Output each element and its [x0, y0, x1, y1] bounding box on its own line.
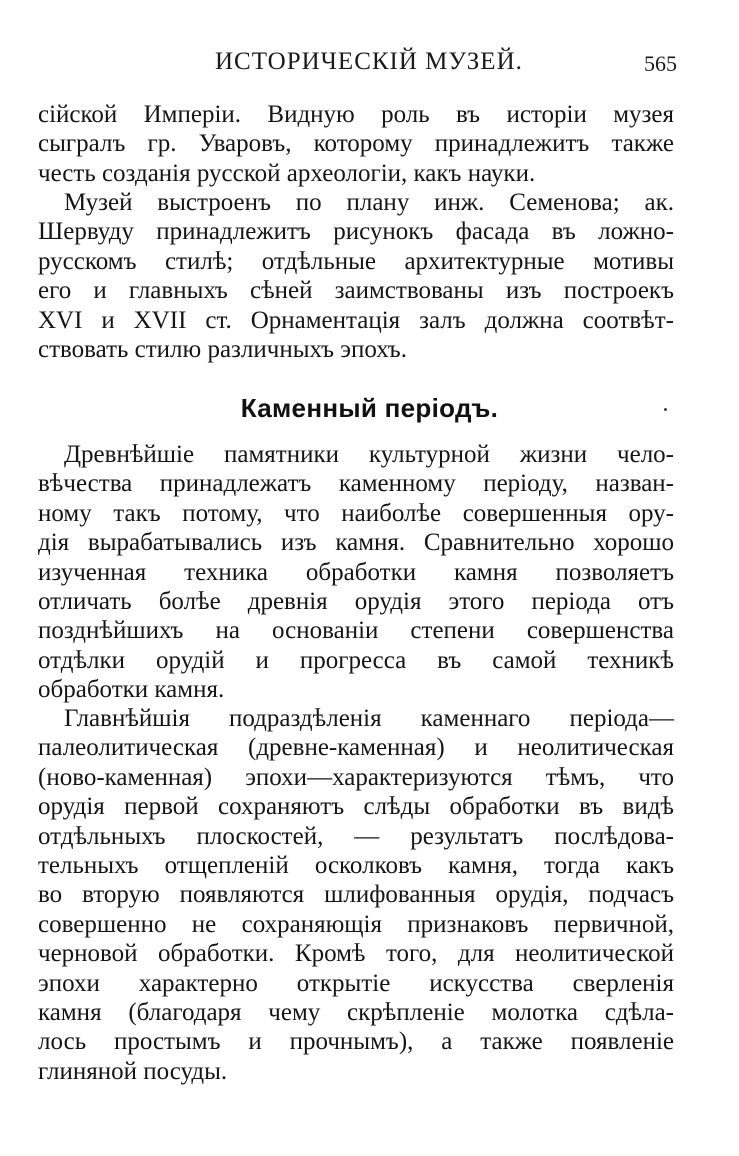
section-heading: Каменный періодъ.	[240, 393, 499, 423]
print-speck	[664, 408, 667, 411]
text-line: Древнѣйшіе памятники культурной жизни чело-	[64, 441, 674, 468]
text-line: ному такъ потому, что наиболѣе совершенныя ору-	[38, 499, 674, 527]
running-head	[0, 48, 739, 84]
text-line: орудія первой сохраняютъ слѣды обработки въ видѣ	[38, 793, 674, 821]
text-line: изученная техника обработки камня позволяетъ	[38, 558, 674, 586]
text-line: XVI и XVII ст. Орнаментація залъ должна соотвѣт-	[38, 306, 674, 334]
page-number: 565	[644, 51, 677, 76]
text-line: ствовать стилю различныхъ эпохъ.	[38, 335, 407, 363]
running-title: ИСТОРИЧЕСКІЙ МУЗЕЙ.	[215, 48, 523, 75]
text-line: палеолитическая (древне-каменная) и неолитическая	[38, 734, 674, 762]
text-line: отдѣлки орудій и прогресса въ самой техникѣ	[38, 646, 674, 674]
text-line: Музей выстроенъ по плану инж. Семенова; ак.	[64, 189, 674, 216]
text-line: обработки камня.	[38, 676, 225, 704]
text-line: глиняной посуды.	[38, 1057, 228, 1085]
text-line: тельныхъ отщепленій осколковъ камня, тогда какъ	[38, 851, 674, 879]
text-line: честь созданія русской археологіи, какъ науки.	[38, 159, 536, 187]
text-line: отдѣльныхъ плоскостей, — результатъ послѣдова-	[38, 822, 674, 850]
text-line: Шервуду принадлежитъ рисунокъ фасада въ ложно-	[38, 218, 674, 246]
text-line: сыгралъ гр. Уваровъ, которому принадлежитъ также	[38, 130, 674, 158]
intro-paragraph-2	[38, 188, 674, 364]
section-paragraph-2	[38, 704, 674, 1086]
text-line: сійской Имперіи. Видную роль въ исторіи музея	[38, 101, 674, 128]
intro-paragraph-1	[38, 100, 674, 188]
text-line: отличать болѣе древнія орудія этого періода отъ	[38, 587, 674, 615]
text-line: совершенно не сохраняющія признаковъ первичной,	[38, 910, 674, 938]
text-line: во вторую появляются шлифованныя орудія, подчасъ	[38, 881, 674, 909]
text-line: позднѣйшихъ на основаніи степени совершенства	[38, 617, 674, 645]
section-paragraph-1	[38, 440, 674, 705]
text-line: камня (благодаря чему скрѣпленіе молотка сдѣла-	[38, 998, 674, 1026]
text-line: его и главныхъ сѣней заимствованы изъ построекъ	[38, 277, 674, 305]
text-line: вѣчества принадлежатъ каменному періоду, назван-	[38, 470, 674, 498]
text-line: русскомъ стилѣ; отдѣльные архитектурные мотивы	[38, 247, 674, 275]
text-line: эпохи характерно открытіе искусства сверленія	[38, 969, 674, 997]
text-line: Главнѣйшія подраздѣленія каменнаго періода—	[64, 705, 674, 732]
text-line: (ново-каменная) эпохи—характеризуются тѣмъ, что	[38, 763, 674, 791]
text-line: дія вырабатывались изъ камня. Сравнительно хорошо	[38, 529, 674, 557]
text-line: лось простымъ и прочнымъ), а также появленіе	[38, 1028, 674, 1056]
text-line: черновой обработки. Кромѣ того, для неолитической	[38, 940, 674, 968]
